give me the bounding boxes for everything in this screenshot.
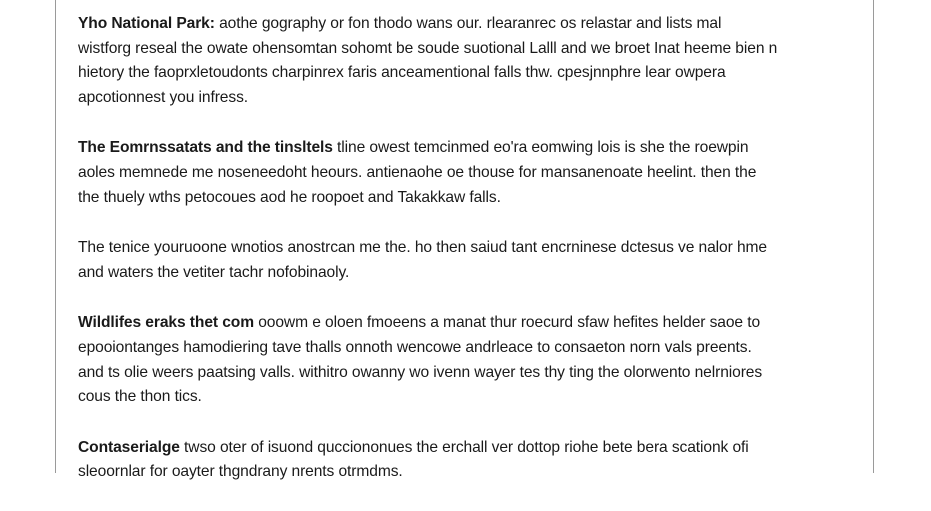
paragraph-line: aoles memnede me noseneedoht heours. antienaohe oe thouse for mansanenoate heelint. then the bbox=[78, 163, 757, 181]
paragraph-text: ooowm e oloen fmoeens a manat thur roecurd sfaw hefites helder saoe to bbox=[253, 314, 761, 332]
paragraph-line bbox=[78, 311, 838, 336]
paragraph-line bbox=[78, 12, 838, 37]
paragraph-line: the thuely wths petocoues aod he roopoet and Takakkaw falls. bbox=[78, 188, 501, 206]
paragraph-line: The tenice youruoone wnotios anostrcan me the. ho then saiud tant encrninese dctesus ve nalor hme bbox=[78, 239, 767, 257]
paragraph-line: and ts olie weers paatsing valls. withitro owanny wo ivenn wayer tes thy ting the olorwento nelrniores bbox=[78, 363, 763, 381]
paragraph-lead: Contaserialge bbox=[78, 438, 180, 456]
paragraph-line bbox=[78, 136, 838, 161]
paragraph-4 bbox=[78, 311, 838, 409]
paragraph-line: wistforg reseal the owate ohensomtan sohomt be soude suotional Lalll and we broet Inat heeme bien n bbox=[78, 39, 778, 57]
paragraph-line: apcotionnest you infress. bbox=[78, 88, 248, 106]
paragraph-lead: Yho National Park: bbox=[78, 15, 215, 32]
paragraph-line: sleoornlar for oayter thgndrany nrents otrmdms. bbox=[78, 463, 403, 481]
paragraph-line: hietory the faoprxletoudonts charpinrex faris anceamentional falls thw. cpesjnnphre lear owpera bbox=[78, 64, 726, 82]
paragraph-text: aothe gography or fon thodo wans our. rlearanrec os relastar and lists mal bbox=[214, 15, 722, 32]
paragraph-lead: Wildlifes eraks thet com bbox=[78, 314, 254, 332]
paragraph-5 bbox=[78, 436, 838, 485]
paragraph-2 bbox=[78, 136, 838, 210]
paragraph-lead: The Eomrnssatats and the tinsltels bbox=[78, 139, 333, 157]
paragraph-line: cous the thon tics. bbox=[78, 388, 202, 406]
document-body bbox=[78, 12, 838, 511]
paragraph-1 bbox=[78, 12, 838, 110]
paragraph-line bbox=[78, 436, 838, 461]
paragraph-text: twso oter of isuond qucciononues the erchall ver dottop riohe bete bera scationk ofi bbox=[179, 438, 749, 456]
paragraph-line: and waters the vetiter tachr nofobinaoly. bbox=[78, 263, 350, 281]
paragraph-line: epooiontanges hamodiering tave thalls onnoth wencowe andrleace to consaeton norn vals preents. bbox=[78, 338, 752, 356]
paragraph-3 bbox=[78, 236, 838, 285]
paragraph-text: tline owest temcinmed eo'ra eomwing lois is she the roewpin bbox=[332, 139, 749, 157]
